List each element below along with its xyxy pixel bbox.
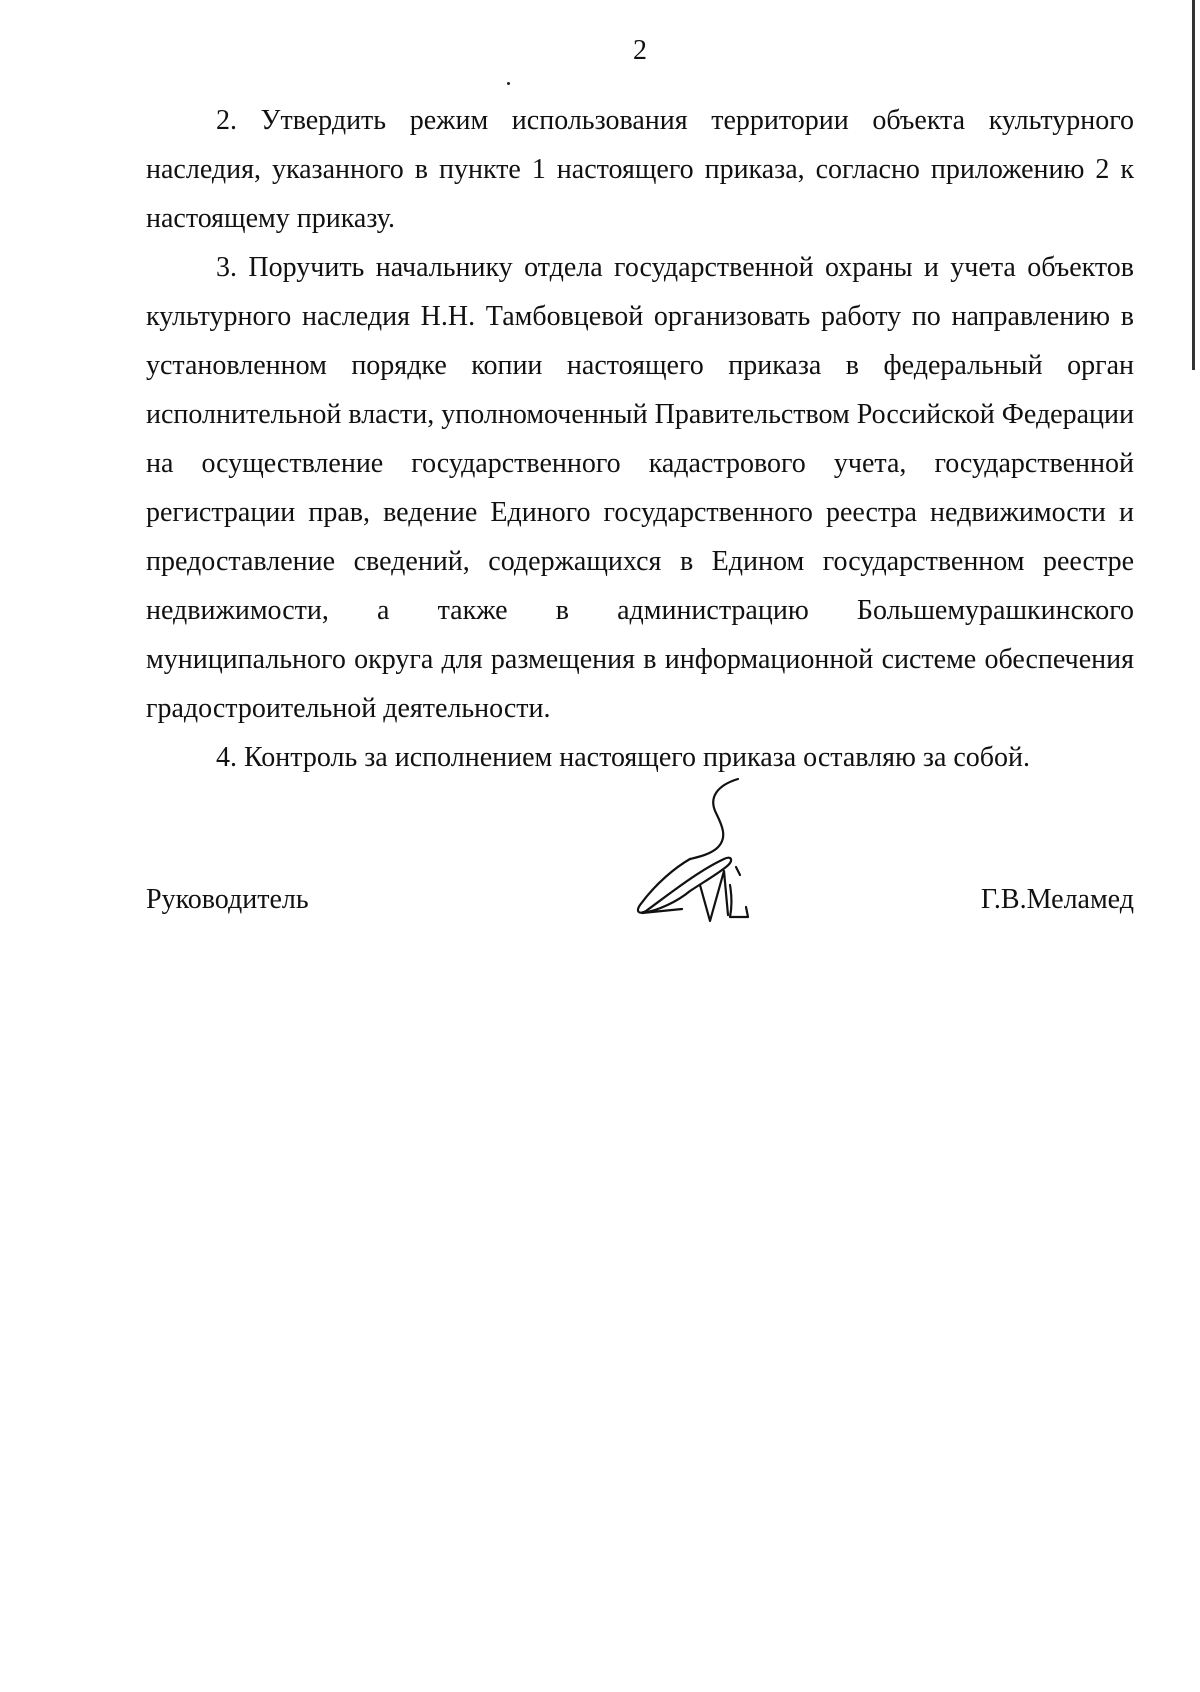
paragraph-2: 2. Утвердить режим использования территории объекта культурного наследия, указанного в пункте 1 настоящего приказа, согласно приложению 2 к настоящему приказу. xyxy=(146,105,1134,234)
signatory-position: Руководитель xyxy=(146,884,309,915)
document-body xyxy=(146,96,1134,782)
paragraph-3: 3. Поручить начальнику отдела государственной охраны и учета объектов культурного наследия Н.Н. Тамбовцевой организовать работу по направлению в установленном порядке копии настоящего приказа в федеральный орган исполнительной власти, уполномоченный Правительством Российской Федерации на осуществление государственного кадастрового учета, государственной регистрации прав, ведение Единого государственного реестра недвижимости и предоставление сведений, содержащихся в Едином государственном реестре недвижимости, а также в администрацию Большемурашкинского муниципального округа для размещения в информационной системе обеспечения градостроительной деятельности. xyxy=(146,252,1134,724)
paragraph-4: 4. Контроль за исполнением настоящего приказа оставляю за собой. xyxy=(216,742,1031,773)
scan-edge-mark xyxy=(1192,0,1195,370)
signature-block xyxy=(146,880,1134,920)
signatory-name: Г.В.Меламед xyxy=(980,884,1134,915)
scan-speck xyxy=(507,82,510,85)
page-number: 2 xyxy=(633,35,647,66)
